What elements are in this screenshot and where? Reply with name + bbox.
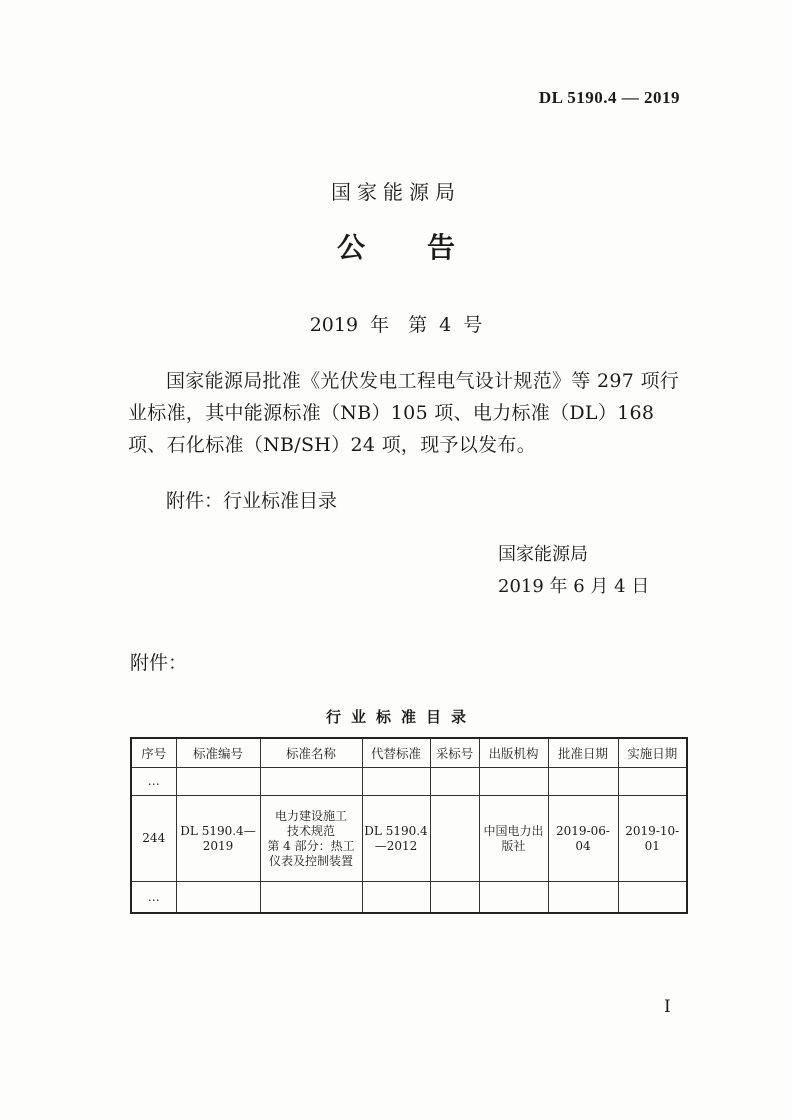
- cell-approved: 2019-06-04: [548, 796, 618, 882]
- cell-seq: 244: [131, 796, 176, 882]
- cell-code: DL 5190.4—2019: [176, 796, 260, 882]
- standard-code: DL 5190.4 — 2019: [538, 88, 680, 107]
- cell-replaces: DL 5190.4—2012: [362, 796, 430, 882]
- appendix-label: 附件：: [130, 652, 188, 674]
- name-line: 第 4 部分：热工: [267, 838, 355, 853]
- col-header-name: 标准名称: [260, 738, 362, 768]
- signature-date: 2019 年 6 月 4 日: [498, 576, 650, 597]
- table-row-ellipsis-bottom: [131, 882, 687, 914]
- signature-org: 国家能源局: [498, 544, 588, 565]
- table-header-row: [131, 738, 687, 768]
- col-header-publisher: 出版机构: [479, 738, 548, 768]
- notice-body: 国家能源局批准《光伏发电工程电气设计规范》等 297 项行业标准，其中能源标准（NB）105 项、电力标准（DL）168 项、石化标准（NB/SH）24 项，现予以发布。: [128, 370, 680, 456]
- page-number: I: [664, 997, 671, 1017]
- col-header-approved: 批准日期: [548, 738, 618, 768]
- cell-name: [260, 796, 362, 882]
- ellipsis-cell: …: [131, 768, 176, 796]
- table-row: [131, 796, 687, 882]
- cell-effective: 2019-10-01: [618, 796, 687, 882]
- col-header-adopted: 采标号: [430, 738, 479, 768]
- standards-catalog-table: [130, 737, 688, 914]
- cell-publisher: 中国电力出版社: [479, 796, 548, 882]
- ellipsis-cell: …: [131, 882, 176, 914]
- col-header-code: 标准编号: [176, 738, 260, 768]
- notice-title: 公告: [336, 231, 517, 264]
- name-line: 仪表及控制装置: [268, 853, 353, 868]
- attachment-line: 附件：行业标准目录: [166, 490, 338, 512]
- col-header-effective: 实施日期: [618, 738, 687, 768]
- table-title: 行业标准目录: [325, 708, 476, 726]
- cell-adopted: [430, 796, 479, 882]
- issue-number: 2019 年 第 4 号: [309, 314, 483, 336]
- agency-name: 国家能源局: [331, 180, 461, 204]
- name-line: 技术规范: [286, 823, 335, 838]
- table-row-ellipsis-top: [131, 768, 687, 796]
- name-line: 电力建设施工: [274, 808, 347, 823]
- col-header-seq: 序号: [131, 738, 176, 768]
- col-header-replaces: 代替标准: [362, 738, 430, 768]
